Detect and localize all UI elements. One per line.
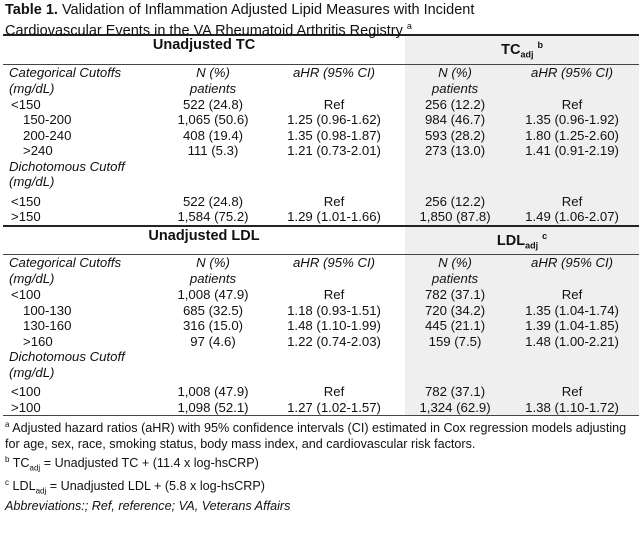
empty-cell xyxy=(505,159,639,175)
n-patients-adj-cell: 256 (12.2) xyxy=(405,194,505,210)
footnote-c-mark: c xyxy=(5,478,9,488)
n-column-header-adj: patients xyxy=(405,81,505,97)
section-header-left xyxy=(3,35,405,64)
ahr-cell: 1.29 (1.01-1.66) xyxy=(263,209,405,226)
empty-cell xyxy=(163,365,263,381)
dichotomous-label-row xyxy=(3,365,639,381)
n-patients-cell: 1,584 (75.2) xyxy=(163,209,263,226)
cutoff-cell: <150 xyxy=(11,193,41,209)
ahr-cell: 1.22 (0.74-2.03) xyxy=(287,333,381,349)
title-line2: Cardiovascular Events in the VA Rheumatoid Arthritis Registry xyxy=(5,22,403,39)
section-header-right-mark: c xyxy=(542,230,548,241)
empty-cell xyxy=(405,365,505,381)
hr-column-header-adj: aHR (95% CI) xyxy=(505,255,639,272)
category-label: (mg/dL) xyxy=(9,80,55,96)
section-header-right xyxy=(405,226,639,255)
n-column-header: N (%) xyxy=(163,64,263,81)
title-line1: Validation of Inflammation Adjusted Lipid Measures with Incident xyxy=(61,2,475,18)
ahr-cell: 1.27 (1.02-1.57) xyxy=(263,400,405,416)
ahr-adj-cell: 1.35 (0.96-1.92) xyxy=(505,112,639,128)
hr-column-header: aHR (95% CI) xyxy=(263,64,405,81)
column-header-row xyxy=(3,81,639,97)
n-patients-cell: 1,008 (47.9) xyxy=(177,384,249,400)
section-header-right-text: LDL xyxy=(496,232,526,249)
empty-cell xyxy=(505,174,639,190)
cutoff-cell: >240 xyxy=(23,143,53,159)
table-row xyxy=(3,400,639,416)
ahr-adj-cell: Ref xyxy=(505,194,639,210)
footnote-b-sub: adj xyxy=(29,463,41,473)
footnote-c-term: LDL xyxy=(12,479,36,494)
dichotomous-label: (mg/dL) xyxy=(9,174,55,190)
footnote-c-sub: adj xyxy=(35,487,47,497)
empty-cell xyxy=(405,174,505,190)
table-row xyxy=(3,128,639,144)
section-header-row xyxy=(3,35,639,64)
cutoff-cell: >160 xyxy=(23,333,53,349)
dichotomous-label: Dichotomous Cutoff xyxy=(9,349,125,365)
empty-cell xyxy=(163,174,263,190)
n-patients-adj-cell: 984 (46.7) xyxy=(405,112,505,128)
n-patients-adj-cell: 273 (13.0) xyxy=(405,143,505,159)
section-header-right-text: TC xyxy=(501,41,521,58)
section-header-left-text: Unadjusted TC xyxy=(152,37,256,53)
ahr-cell: 1.18 (0.93-1.51) xyxy=(287,302,381,318)
table-row xyxy=(3,287,639,303)
n-patients-cell: 316 (15.0) xyxy=(182,318,244,334)
ahr-cell: Ref xyxy=(323,384,345,400)
ahr-cell: Ref xyxy=(323,96,345,112)
category-label: Categorical Cutoffs xyxy=(3,64,163,81)
n-column-header-adj: N (%) xyxy=(405,64,505,81)
table-row xyxy=(3,318,639,334)
section-header-right-sub: adj xyxy=(520,49,534,60)
footnote-b-term: TC xyxy=(12,455,30,470)
table-row xyxy=(3,194,639,210)
footnotes xyxy=(3,416,639,514)
n-patients-adj-cell: 1,850 (87.8) xyxy=(405,209,505,226)
footnote-a-text: Adjusted hazard ratios (aHR) with 95% confidence intervals (CI) estimated in Cox regression models adjusting for age, sex, race, smoking status, body mass index, and cardiovascular risk factors. xyxy=(5,421,627,451)
n-patients-cell: 1,008 (47.9) xyxy=(177,287,249,303)
column-header-row xyxy=(3,64,639,81)
ahr-cell: 1.35 (0.98-1.87) xyxy=(287,127,381,143)
n-patients-adj-cell: 159 (7.5) xyxy=(405,334,505,350)
hr-column-header: aHR (95% CI) xyxy=(263,255,405,272)
n-patients-cell: 522 (24.8) xyxy=(182,96,244,112)
n-patients-cell: 408 (19.4) xyxy=(182,127,244,143)
empty-cell xyxy=(263,174,405,190)
ahr-cell: 1.25 (0.96-1.62) xyxy=(287,112,381,128)
empty-cell xyxy=(505,365,639,381)
ldl-section xyxy=(3,226,639,416)
n-patients-cell: 111 (5.3) xyxy=(187,143,239,159)
table-label: Table 1. xyxy=(5,2,58,18)
section-header-right xyxy=(405,35,639,64)
table-row xyxy=(3,143,639,159)
section-header-right-mark: b xyxy=(537,40,543,50)
cutoff-cell: 150-200 xyxy=(23,112,72,128)
empty-cell xyxy=(263,159,405,175)
n-patients-adj-cell: 1,324 (62.9) xyxy=(405,400,505,416)
cutoff-cell: 130-160 xyxy=(23,318,72,334)
section-header-left xyxy=(3,226,405,255)
table-figure xyxy=(3,0,639,514)
empty-cell xyxy=(263,365,405,381)
ahr-adj-cell: 1.38 (1.10-1.72) xyxy=(505,400,639,416)
ahr-adj-cell: 1.35 (1.04-1.74) xyxy=(505,303,639,319)
footnote-b-text: = Unadjusted TC + (11.4 x log-hsCRP) xyxy=(40,455,259,470)
hr-column-header-adj: aHR (95% CI) xyxy=(505,64,639,81)
footnote-b xyxy=(5,452,639,476)
cutoff-cell: <150 xyxy=(11,96,41,112)
footnote-c-text: = Unadjusted LDL + (5.8 x log-hsCRP) xyxy=(46,479,265,494)
dichotomous-label-row xyxy=(3,349,639,365)
n-column-header: patients xyxy=(189,80,237,96)
ahr-adj-cell: 1.49 (1.06-2.07) xyxy=(505,209,639,226)
n-patients-cell: 97 (4.6) xyxy=(190,333,236,349)
footnote-b-mark: b xyxy=(5,454,10,464)
n-patients-cell: 1,065 (50.6) xyxy=(177,112,249,128)
category-label: (mg/dL) xyxy=(9,271,55,287)
footnote-a xyxy=(5,417,639,451)
section-header-row xyxy=(3,226,639,255)
n-patients-adj-cell: 782 (37.1) xyxy=(405,384,505,400)
dichotomous-label: Dichotomous Cutoff xyxy=(9,158,125,174)
category-label: Categorical Cutoffs xyxy=(3,255,163,272)
table-row xyxy=(3,209,639,226)
table-title xyxy=(3,0,639,39)
results-table xyxy=(3,34,639,416)
n-column-header-adj: N (%) xyxy=(405,255,505,272)
ahr-adj-cell: 1.48 (1.00-2.21) xyxy=(505,334,639,350)
cutoff-cell: <100 xyxy=(11,287,41,303)
n-patients-cell: 1,098 (52.1) xyxy=(163,400,263,416)
section-header-left-text: Unadjusted LDL xyxy=(148,227,260,244)
empty-cell xyxy=(505,349,639,365)
ahr-adj-cell: Ref xyxy=(505,384,639,400)
n-patients-adj-cell: 445 (21.1) xyxy=(405,318,505,334)
table-row xyxy=(3,97,639,113)
n-patients-adj-cell: 782 (37.1) xyxy=(405,287,505,303)
cutoff-cell: 200-240 xyxy=(23,127,72,143)
dichotomous-label: (mg/dL) xyxy=(9,364,55,380)
cutoff-cell: >150 xyxy=(3,209,163,226)
ahr-adj-cell: 1.39 (1.04-1.85) xyxy=(505,318,639,334)
tc-section xyxy=(3,35,639,226)
table-row xyxy=(3,112,639,128)
cutoff-cell: 100-130 xyxy=(23,302,72,318)
section-header-right-sub: adj xyxy=(525,240,539,251)
cutoff-cell: >100 xyxy=(3,400,163,416)
n-column-header: N (%) xyxy=(163,255,263,272)
ahr-cell: Ref xyxy=(323,193,345,209)
table-row xyxy=(3,303,639,319)
n-patients-cell: 522 (24.8) xyxy=(182,193,244,209)
table-row xyxy=(3,334,639,350)
hr-column-header-adj xyxy=(505,271,639,287)
dichotomous-label-row xyxy=(3,159,639,175)
n-patients-cell: 685 (32.5) xyxy=(182,302,244,318)
ahr-adj-cell: 1.80 (1.25-2.60) xyxy=(505,128,639,144)
n-patients-adj-cell: 720 (34.2) xyxy=(405,303,505,319)
abbreviations: Abbreviations:; Ref, reference; VA, Veterans Affairs xyxy=(5,499,291,514)
cutoff-cell: <100 xyxy=(11,384,41,400)
table-row xyxy=(3,384,639,400)
hr-column-header xyxy=(263,81,405,97)
column-header-row xyxy=(3,255,639,272)
empty-cell xyxy=(163,159,263,175)
hr-column-header xyxy=(263,271,405,287)
ahr-cell: Ref xyxy=(323,287,345,303)
dichotomous-label-row xyxy=(3,174,639,190)
empty-cell xyxy=(263,349,405,365)
n-column-header: patients xyxy=(189,271,237,287)
footnote-a-mark: a xyxy=(5,420,10,430)
ahr-adj-cell: Ref xyxy=(505,97,639,113)
n-column-header-adj: patients xyxy=(405,271,505,287)
empty-cell xyxy=(405,349,505,365)
empty-cell xyxy=(405,159,505,175)
ahr-adj-cell: Ref xyxy=(505,287,639,303)
footnote-c xyxy=(5,475,639,499)
ahr-cell: 1.48 (1.10-1.99) xyxy=(287,318,381,334)
column-header-row xyxy=(3,271,639,287)
ahr-adj-cell: 1.41 (0.91-2.19) xyxy=(505,143,639,159)
ahr-cell: 1.21 (0.73-2.01) xyxy=(287,143,381,159)
n-patients-adj-cell: 256 (12.2) xyxy=(405,97,505,113)
title-footnote-mark: a xyxy=(406,21,412,31)
n-patients-adj-cell: 593 (28.2) xyxy=(405,128,505,144)
empty-cell xyxy=(163,349,263,365)
hr-column-header-adj xyxy=(505,81,639,97)
